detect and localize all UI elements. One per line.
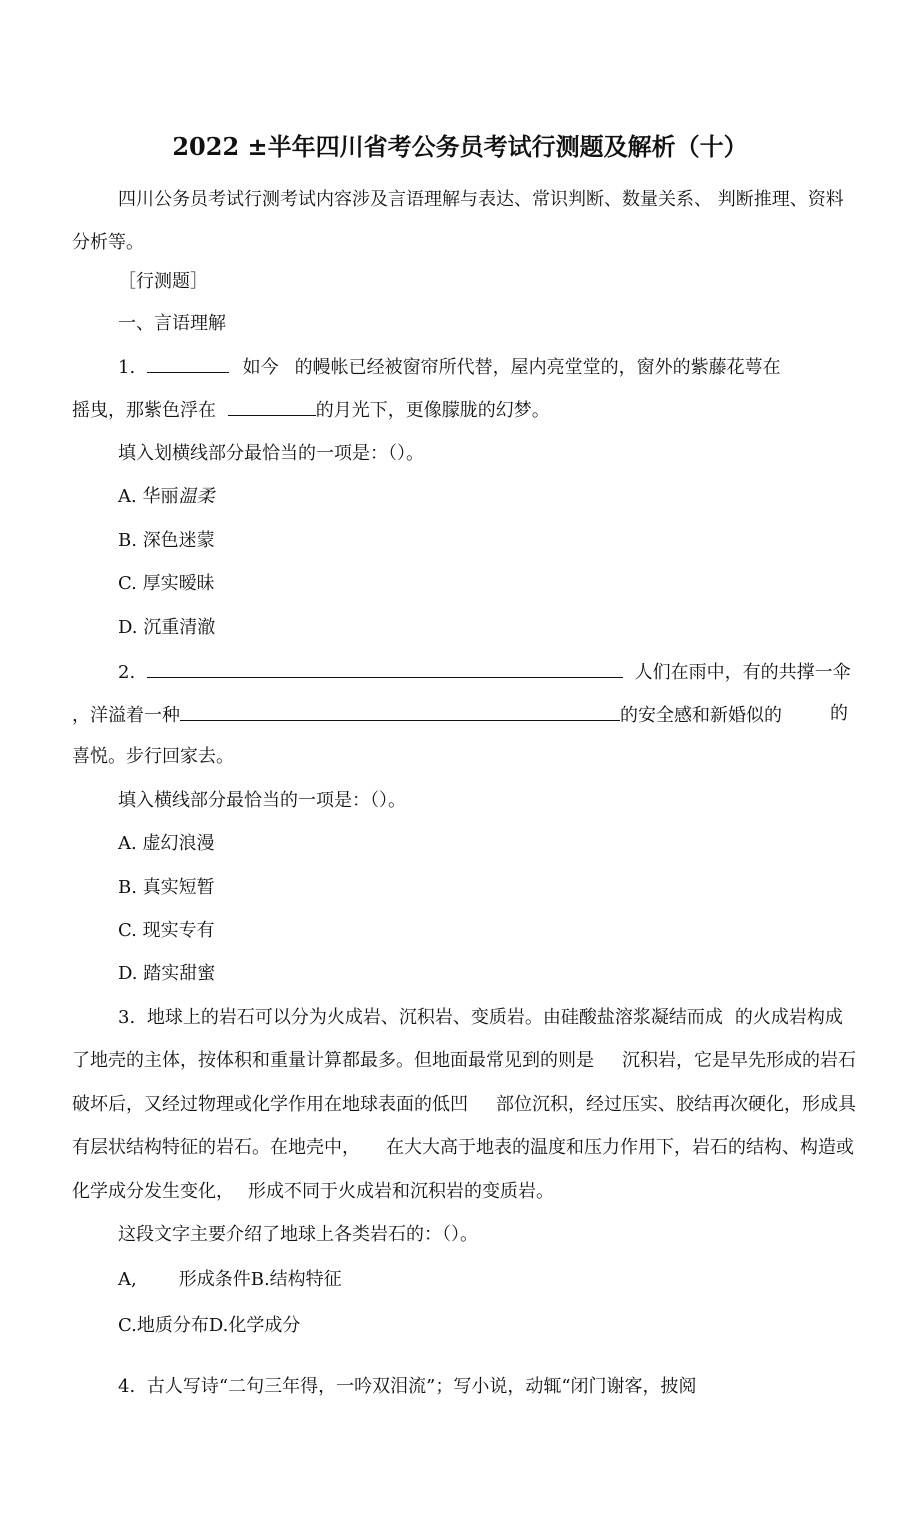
question-text: 地球上的岩石可以分为火成岩、沉积岩、变质岩。由硅酸盐溶浆凝结而成 bbox=[146, 1007, 723, 1028]
question-1-line-1 bbox=[118, 354, 781, 380]
answer-blank bbox=[180, 702, 620, 721]
option-text: 厚实暧昧 bbox=[142, 573, 215, 594]
question-text: 摇曳，那紫色浮在 bbox=[72, 400, 216, 421]
question-3-number: 3. bbox=[118, 1007, 136, 1028]
question-2-option-c bbox=[118, 919, 215, 943]
question-2-option-a bbox=[118, 832, 214, 856]
option-letter: A. bbox=[118, 833, 137, 854]
question-text: 化学成分发生变化， bbox=[72, 1181, 234, 1202]
question-text: 的幔帐已经被窗帘所代替，屋内亮堂堂的，窗外的紫藤花萼在 bbox=[294, 357, 781, 378]
option-text: 温柔 bbox=[178, 486, 215, 507]
answer-blank bbox=[147, 354, 229, 373]
question-3-prompt: 这段文字主要介绍了地球上各类岩石的：（）。 bbox=[118, 1224, 478, 1245]
question-text: 有层状结构特征的岩石。在地壳中， bbox=[72, 1137, 360, 1158]
option-letter: A. bbox=[118, 486, 137, 507]
question-text: 的安全感和新婚似的 bbox=[620, 705, 782, 726]
question-text: 如今 bbox=[242, 357, 279, 378]
question-3-line-4 bbox=[72, 1136, 854, 1160]
option-text: 踏实甜蜜 bbox=[143, 963, 216, 984]
option-text: 虚幻浪漫 bbox=[142, 833, 215, 854]
question-1-option-c bbox=[118, 572, 215, 596]
question-2-option-b bbox=[118, 876, 215, 900]
question-text: 破坏后，又经过物理或化学作用在地球表面的低凹 bbox=[72, 1094, 468, 1115]
question-text: 部位沉积，经过压实、胶结再次硬化，形成具 bbox=[496, 1094, 856, 1115]
option-text: 深色迷蒙 bbox=[142, 530, 215, 551]
question-3-line-2 bbox=[72, 1049, 856, 1073]
question-text: 在大大高于地表的温度和压力作用下，岩石的结构、构造或 bbox=[386, 1137, 854, 1158]
question-1-prompt: 填入划横线部分最恰当的一项是：（）。 bbox=[118, 443, 424, 464]
question-text: 的月光下，更像朦胧的幻梦。 bbox=[315, 400, 550, 421]
option-text: 形成条件B.结构特征 bbox=[178, 1269, 342, 1290]
question-3-line-5 bbox=[72, 1180, 554, 1204]
option-letter: D. bbox=[118, 963, 138, 984]
question-2-option-d bbox=[118, 962, 215, 986]
option-letter: B. bbox=[118, 530, 137, 551]
intro-line-2: 分析等。 bbox=[72, 232, 144, 253]
answer-blank bbox=[147, 659, 623, 678]
question-3-line-1 bbox=[118, 1006, 843, 1030]
question-text: 沉积岩，它是早先形成的岩石 bbox=[622, 1050, 856, 1071]
option-text: 华丽 bbox=[142, 486, 179, 507]
question-2-prompt: 填入横线部分最恰当的一项是：（）。 bbox=[118, 790, 406, 811]
question-3-line-3 bbox=[72, 1093, 856, 1117]
section-heading: 一、言语理解 bbox=[118, 313, 226, 334]
document-title: 2022 ±半年四川省考公务员考试行测题及解析（十） bbox=[172, 132, 748, 161]
question-2-line-1 bbox=[118, 659, 851, 685]
question-2-line-2 bbox=[72, 702, 782, 728]
option-text: 真实短暂 bbox=[142, 877, 215, 898]
option-text: 现实专有 bbox=[142, 920, 215, 941]
section-tag: ［行测题］ bbox=[118, 271, 208, 292]
answer-blank bbox=[228, 397, 316, 416]
question-text: 的火成岩构成 bbox=[734, 1007, 843, 1028]
question-2-number: 2. bbox=[118, 662, 136, 683]
option-text: 沉重清澈 bbox=[143, 617, 216, 638]
question-4-line-1 bbox=[118, 1375, 697, 1399]
question-text: ，洋溢着一种 bbox=[72, 705, 180, 726]
option-letter: C. bbox=[118, 920, 137, 941]
question-text: 人们在雨中，有的共撑一伞 bbox=[634, 662, 851, 683]
question-2-line-3: 喜悦。步行回家去。 bbox=[72, 746, 234, 767]
option-letter: D. bbox=[118, 617, 138, 638]
question-1-option-b bbox=[118, 529, 215, 553]
question-3-options-ab bbox=[118, 1268, 342, 1292]
question-text: 了地壳的主体，按体积和重量计算都最多。但地面最常见到的则是 bbox=[72, 1050, 594, 1071]
question-2-line-2-end: 的 bbox=[830, 703, 848, 724]
option-letter: B. bbox=[118, 877, 137, 898]
question-4-number: 4. bbox=[118, 1376, 136, 1397]
question-text: 古人写诗“二句三年得，一吟双泪流”；写小说，动辄“闭门谢客，披阅 bbox=[146, 1376, 697, 1397]
intro-line-1: 四川公务员考试行测考试内容涉及言语理解与表达、常识判断、数量关系、 判断推理、资料 bbox=[118, 189, 844, 210]
question-1-line-2 bbox=[72, 397, 550, 423]
option-letter: C. bbox=[118, 573, 137, 594]
option-letter: A, bbox=[118, 1269, 137, 1290]
question-text: 形成不同于火成岩和沉积岩的变质岩。 bbox=[248, 1181, 554, 1202]
question-1-option-a bbox=[118, 485, 214, 509]
question-1-number: 1. bbox=[118, 357, 136, 378]
question-1-option-d bbox=[118, 616, 215, 640]
question-3-options-cd: C.地质分布D.化学成分 bbox=[118, 1315, 301, 1336]
